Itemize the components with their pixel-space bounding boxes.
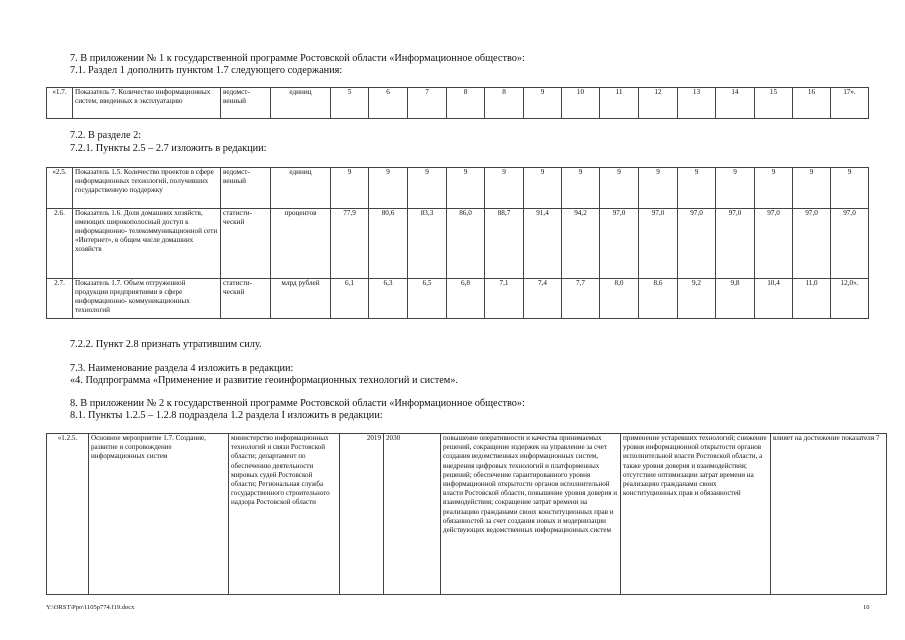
indicator-value: 9 bbox=[600, 168, 639, 209]
indicator-value: 94,2 bbox=[562, 209, 600, 279]
indicator-number: 2.7. bbox=[47, 279, 73, 319]
indicator-value: 9,2 bbox=[678, 279, 716, 319]
indicator-value: 6,5 bbox=[408, 279, 447, 319]
indicator-value: 6,8 bbox=[447, 279, 485, 319]
activity-consequences: применение устаревших технологий; снижение уровня информационной открытости органов исполнительной власти Ростовской области, а также уровня доверия и взаимодействия; отсутствие оптимизации затрат времени на реализацию гражданами своих конституционных прав и обязанностей bbox=[621, 434, 771, 595]
indicator-value: 10 bbox=[562, 88, 600, 119]
indicator-value: 7,4 bbox=[524, 279, 562, 319]
indicator-value: 5 bbox=[331, 88, 369, 119]
indicator-value: 6,3 bbox=[369, 279, 408, 319]
indicator-value: 11,0 bbox=[793, 279, 831, 319]
activity-indicator-link: влияет на достижение показателя 7 bbox=[771, 434, 887, 595]
indicator-value: 97,0 bbox=[831, 209, 869, 279]
indicator-type: ведомст- венный bbox=[221, 88, 271, 119]
indicator-value: 9 bbox=[331, 168, 369, 209]
indicator-value: 8,0 bbox=[600, 279, 639, 319]
indicator-value: 9 bbox=[408, 168, 447, 209]
indicator-row bbox=[47, 168, 869, 209]
indicator-value: 7,7 bbox=[562, 279, 600, 319]
indicator-value: 97,0 bbox=[600, 209, 639, 279]
indicator-type: статисти- ческий bbox=[221, 209, 271, 279]
indicator-value: 9 bbox=[755, 168, 793, 209]
indicator-value: 15 bbox=[755, 88, 793, 119]
indicator-value: 9 bbox=[485, 168, 524, 209]
indicator-value: 9 bbox=[831, 168, 869, 209]
indicator-value: 8,6 bbox=[639, 279, 678, 319]
indicator-type: ведомст- венный bbox=[221, 168, 271, 209]
indicator-value: 7 bbox=[408, 88, 447, 119]
indicator-number: «2.5. bbox=[47, 168, 73, 209]
indicator-value: 91,4 bbox=[524, 209, 562, 279]
indicator-table-2-5-2-7 bbox=[46, 167, 869, 319]
paragraph-7-1: 7.1. Раздел 1 дополнить пунктом 1.7 следующего содержания: bbox=[70, 65, 343, 76]
indicator-value: 9 bbox=[369, 168, 408, 209]
indicator-value: 11 bbox=[600, 88, 639, 119]
paragraph-7-3-text: «4. Подпрограмма «Применение и развитие геоинформационных технологий и систем». bbox=[70, 375, 459, 386]
paragraph-7-2: 7.2. В разделе 2: bbox=[70, 130, 142, 141]
indicator-name: Показатель 7. Количество информационных систем, введенных в эксплуатацию bbox=[73, 88, 221, 119]
paragraph-7-2-1: 7.2.1. Пункты 2.5 – 2.7 изложить в редакции: bbox=[70, 143, 267, 154]
indicator-value: 9 bbox=[562, 168, 600, 209]
indicator-value: 97,0 bbox=[793, 209, 831, 279]
indicator-value: 12 bbox=[639, 88, 678, 119]
indicator-name: Показатель 1.6. Доля домашних хозяйств, имеющих широкополосный доступ к информационно- телекоммуникационной сети «Интернет», в общем числе домашних хозяйств bbox=[73, 209, 221, 279]
indicator-value: 83,3 bbox=[408, 209, 447, 279]
indicator-value: 97,0 bbox=[755, 209, 793, 279]
indicator-row bbox=[47, 88, 869, 119]
paragraph-7-3: 7.3. Наименование раздела 4 изложить в редакции: bbox=[70, 363, 294, 374]
indicator-value: 8 bbox=[447, 88, 485, 119]
activity-name: Основное мероприятие 1.7. Создание, развитие и сопровождение информационных систем bbox=[89, 434, 229, 595]
indicator-value: 7,1 bbox=[485, 279, 524, 319]
indicator-value: 9 bbox=[524, 88, 562, 119]
paragraph-7-2-2: 7.2.2. Пункт 2.8 признать утратившим силу. bbox=[70, 339, 262, 350]
indicator-value: 86,0 bbox=[447, 209, 485, 279]
indicator-table-1-7 bbox=[46, 87, 869, 119]
indicator-unit: единиц bbox=[271, 88, 331, 119]
indicator-unit: процентов bbox=[271, 209, 331, 279]
indicator-value: 13 bbox=[678, 88, 716, 119]
indicator-unit: единиц bbox=[271, 168, 331, 209]
indicator-value: 6,1 bbox=[331, 279, 369, 319]
indicator-number: 2.6. bbox=[47, 209, 73, 279]
paragraph-8-1: 8.1. Пункты 1.2.5 – 1.2.8 подраздела 1.2 раздела I изложить в редакции: bbox=[70, 410, 383, 421]
indicator-value: 77,9 bbox=[331, 209, 369, 279]
indicator-value: 9 bbox=[447, 168, 485, 209]
indicator-value: 97,0 bbox=[716, 209, 755, 279]
indicator-number: «1.7. bbox=[47, 88, 73, 119]
indicator-value: 97,0 bbox=[639, 209, 678, 279]
indicator-value: 14 bbox=[716, 88, 755, 119]
indicator-value: 97,0 bbox=[678, 209, 716, 279]
activity-end-year: 2030 bbox=[384, 434, 441, 595]
indicator-value: 9 bbox=[793, 168, 831, 209]
indicator-row bbox=[47, 209, 869, 279]
indicator-value: 9,8 bbox=[716, 279, 755, 319]
indicator-value: 8 bbox=[485, 88, 524, 119]
indicator-row bbox=[47, 279, 869, 319]
footer-page-number: 10 bbox=[863, 604, 870, 611]
paragraph-7: 7. В приложении № 1 к государственной программе Ростовской области «Информационное общество»: bbox=[70, 53, 525, 64]
indicator-value: 9 bbox=[639, 168, 678, 209]
indicator-value: 9 bbox=[716, 168, 755, 209]
indicator-name: Показатель 1.7. Объем отгруженной продукции предприятиями в сфере информационно- коммуникационных технологий bbox=[73, 279, 221, 319]
indicator-value: 88,7 bbox=[485, 209, 524, 279]
activity-executors: министерство информационных технологий и связи Ростовской области; департамент по обеспечению деятельности мировых судей Ростовской области; Региональная служба государственного строительного надзора Ростовской области bbox=[229, 434, 340, 595]
indicator-value: 9 bbox=[524, 168, 562, 209]
indicator-name: Показатель 1.5. Количество проектов в сфере информационных технологий, получивших государственную поддержку bbox=[73, 168, 221, 209]
indicator-value: 10,4 bbox=[755, 279, 793, 319]
indicator-value: 12,0». bbox=[831, 279, 869, 319]
indicator-type: статисти- ческий bbox=[221, 279, 271, 319]
footer-file-path: Y:\ORST\Ppo\1105p774.f19.docx bbox=[46, 604, 135, 611]
indicator-unit: млрд рублей bbox=[271, 279, 331, 319]
indicator-value: 9 bbox=[678, 168, 716, 209]
indicator-value: 6 bbox=[369, 88, 408, 119]
paragraph-8: 8. В приложении № 2 к государственной программе Ростовской области «Информационное общество»: bbox=[70, 398, 525, 409]
activities-table bbox=[46, 433, 887, 595]
activity-number: «1.2.5. bbox=[47, 434, 89, 595]
indicator-value: 17». bbox=[831, 88, 869, 119]
indicator-value: 80,6 bbox=[369, 209, 408, 279]
activity-row bbox=[47, 434, 887, 595]
activity-expected-result: повышение оперативности и качества принимаемых решений, сокращение издержек на управление за счет создания ведомственных информационных систем, внедрения цифровых технологий и платформенных решений; обеспечение гарантированного уровня информационной открытости органов исполнительной власти Ростовской области, повышение уровня доверия и взаимодействия; сокращение затрат времени на реализацию гражданами своих конституционных прав и обязанностей за счет создания новых и модернизации действующих ведомственных информационных систем bbox=[441, 434, 621, 595]
indicator-value: 16 bbox=[793, 88, 831, 119]
activity-start-year: 2019 bbox=[340, 434, 384, 595]
